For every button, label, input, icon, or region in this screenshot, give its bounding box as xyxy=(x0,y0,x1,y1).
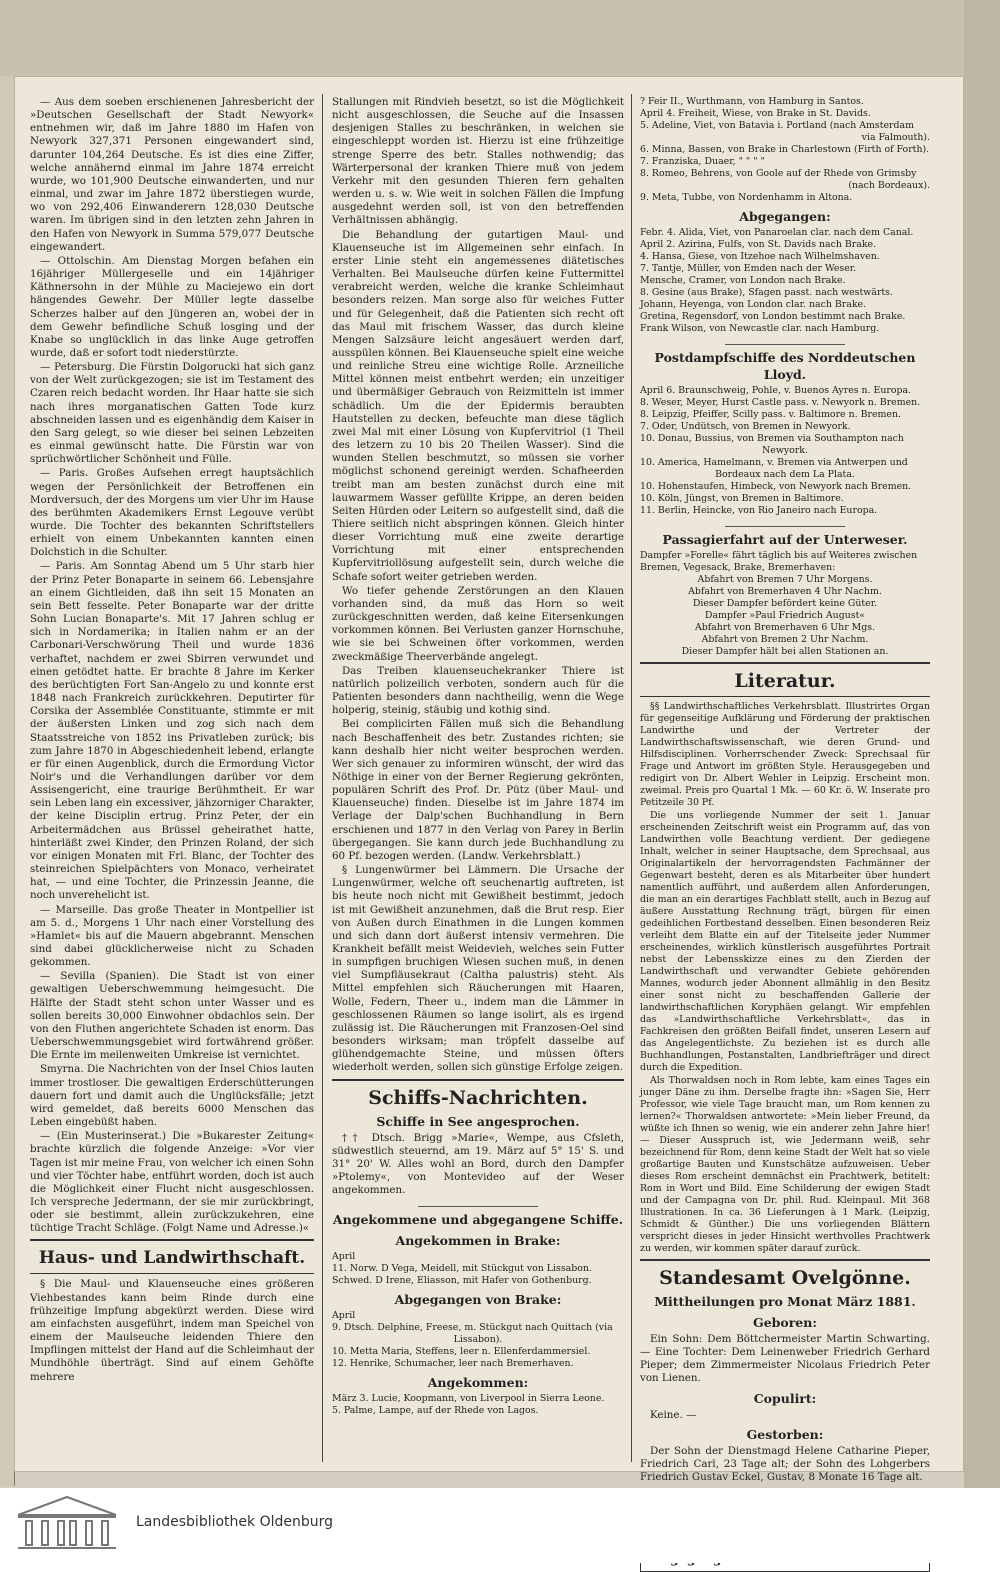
article-marseille: — Marseille. Das große Theater in Montpellier ist am 5. d., Morgens 1 Uhr nach einer Vorstellung des »Hamlet« bis auf die Mauern abgebrannt. Menschen sind dabei glücklicherweise nicht zu Schaden gekommen. xyxy=(30,903,314,969)
ship-list-item: 7. Franziska, Duaer, " " " " xyxy=(640,156,765,167)
article-treiben: Das Treiben klauenseuchekranker Thiere ist natürlich polizeilich verboten, sondern auch für die Patienten besonders dann nachtheilig, wenn die Wege holperig, steinig, stäubig und kothig sind. xyxy=(332,664,624,717)
column-rule xyxy=(631,94,632,1462)
page-right-edge xyxy=(964,0,1000,1488)
ship-list-item: Dieser Dampfer befördert keine Güter. xyxy=(692,598,878,609)
article-brigg-marie: †† Dtsch. Brigg »Marie«, Wempe, aus Cfsleth, südwestlich steuernd, am 19. März auf 5° 15' S. und 31° 20' W. Alles wohl an Bord, durch den Dampfer »Ptolemy«, von Montevideo auf der Weser angekommen. xyxy=(332,1131,624,1197)
column-1 xyxy=(30,96,314,1468)
ship-list-item: 10. Donau, Bussius, von Bremen via Southampton nach xyxy=(640,433,904,444)
subtitle-brake-out: Abgegangen von Brake: xyxy=(394,1292,562,1308)
ship-list-item: Frank Wilson, von Newcastle clar. nach Hamburg. xyxy=(640,323,880,334)
subtitle-brake-in: Angekommen in Brake: xyxy=(395,1233,561,1249)
article-newyork: — Aus dem soeben erschienenen Jahresbericht der »Deutschen Gesellschaft der Stadt Newyork« entnehmen wir, daß im Jahre 1880 im Hafen von Newyork 327,371 Personen eingewandert sind, darunter 104,264 Deutsche. Es ist dies eine Ziffer, welche annähernd einmal im Jahre 1874 erreicht wurde, wo 101,900 Deutsche einwanderten, und nur einmal, und zwar im Jahre 1872 überstiegen wurde, wo von 292,406 Einwanderern 128,030 Deutsche waren. Im übrigen sind in den letzten zehn Jahren in den Hafen von Newyork in Summa 579,077 Deutsche eingewandert. xyxy=(30,96,314,253)
ship-list-item: 8. Gesine (aus Brake), Sfagen passt. nach westwärts. xyxy=(640,287,893,298)
ship-list-item: 10. Köln, Jüngst, von Bremen in Baltimore. xyxy=(640,493,844,504)
section-title-standesamt: Standesamt Ovelgönne. xyxy=(659,1267,911,1289)
section-divider xyxy=(30,1239,314,1241)
ship-list-item: 11. Norw. D Vega, Meidell, mit Stückgut von Lissabon. xyxy=(332,1263,592,1275)
section-title-haus: Haus- und Landwirthschaft. xyxy=(38,1248,306,1269)
page-spine-shadow xyxy=(0,0,1000,78)
ship-list-item: April 6. Braunschweig, Pohle, v. Buenos Ayres n. Europa. xyxy=(640,385,912,396)
section-divider xyxy=(640,696,930,697)
article-maulseuche: § Die Maul- und Klauenseuche eines größeren Viehbestandes kann beim Rinde durch eine frühzeitige Impfung abgekürzt werden. Diese wird am einfachsten ausgeführt, indem man Speichel von einem der Maulseuche leidenden Thiere den Impflingen mittelst der Hand auf die Schleimhaut der Mundhöhle überträgt. Sind auf einem Gehöfte mehrere xyxy=(30,1278,314,1383)
ship-list-item: Dampfer »Forelle« fährt täglich bis auf Weiteres zwischen xyxy=(640,550,918,561)
ship-list-item: Abfahrt von Bremerhaven 4 Uhr Nachm. xyxy=(688,586,882,597)
ship-list-item: Lissabon). xyxy=(453,1334,503,1346)
article-smyrna: Smyrna. Die Nachrichten von der Insel Chios lauten immer trostloser. Die gewaltigen Erderschütterungen dauern fort und damit auch die Unglücksfälle; jetzt wird gemeldet, daß bereits 6000 Menschen das Leben eingebüßt haben. xyxy=(30,1063,314,1129)
subtitle-gestorben: Gestorben: xyxy=(746,1426,824,1442)
article-paris-2: — Paris. Am Sonntag Abend um 5 Uhr starb hier der Prinz Peter Bonaparte in seinem 66. Lebensjahre an einem Gichtleiden, daß ihn seit 15 Monaten an sein Bett fesselte. Peter Bonaparte war der dritte Sohn Lucian Bonaparte's. Mit 17 Jahren schlug er sich in Nordamerika; in Italien nahm er an der Carbonari-Verschwörung Theil und wurde 1836 verhaftet, nachdem er zwei Sbirren verwundet und einen getödtet hatte. Er brachte 8 Jahre im Kerker des berüchtigten Fort San-Angelo zu und konnte erst 1848 nach Frankreich zurückkehren. Deputirter für Corsika der Assemblée Constituante, stimmte er mit der äußersten Linken und zog sich nach dem Staatsstreiche von 1852 ins Privatleben zurück; bis zum Jahre 1870 in Abgeschiedenheit lebend, erlangte er für einen Augenblick, durch die Ermordung Victor Noir's und die Verhandlungen darüber vor dem Assisengericht, eine traurige Berühmtheit. Er war sein Leben lang ein excessiver, jähzorniger Charakter, der keine Disciplin ertrug. Prinz Peter, der ein Arbeitermädchen aus Brüssel geheirathet hatte, hinterläßt zwei Kinder, den Prinzen Roland, der sich vor einigen Monaten mit Frl. Blanc, der Tochter des steinreichen Spielpächters von Monaco, verheiratet hat, — und eine Tochter, die Prinzessin Jeanne, die noch unverehelicht ist. xyxy=(30,560,314,902)
ship-list-unterweser xyxy=(640,550,930,658)
article-verkehrsblatt: §§ Landwirthschaftliches Verkehrsblatt. Illustrirtes Organ für gegenseitige Aufklärung und Förderung der praktischen Landwirthe und der Vertreter der Landwirthschaftswissenschaft, wie deren Grund- und Hilfsdisciplinen. Vorherrschender Zweck: Sprechsaal für Frage und Antwort im größten Style. Herausgegeben und redigirt von Dr. Albert Wehler in Leipzig. Erscheint mon. zweimal. Preis pro Quartal 1 Mk. — 60 Kr. ö. W. Inserate pro Petitzeile 30 Pf. xyxy=(640,701,930,808)
ship-list-item: 6. Minna, Bassen, von Brake in Charlestown (Firth of Forth). xyxy=(640,144,930,155)
ship-list-item: Abfahrt von Bremen 7 Uhr Morgens. xyxy=(697,574,873,585)
article-thorwaldsen: Als Thorwaldsen noch in Rom lebte, kam eines Tages ein junger Däne zu ihm. Derselbe fragte ihn: »Sagen Sie, Herr Professor, wie viele Tage braucht man, um Rom kennen zu lernen?« Thorwaldsen antwortete: »Mein lieber Freund, da wüßte ich Ihnen so wenig, wie ein anderer zehn Jahre hier! — Dieser Ausspruch ist, wie Jedermann weiß, sehr bezeichnend für Rom, denn keine Stadt der Welt hat so viele großartige Bauten und Kunstschätze aufzuweisen. Ueber dieses Rom erscheint demnächst ein Prachtwerk, betitelt: Rom in Wort und Bild. Eine Schilderung der ewigen Stadt und der Campagna von Dr. phil. Rud. Kleinpaul. Mit 368 Illustrationen. In ca. 36 Lieferungen à 1 Mark. (Leipzig, Schmidt & Günther.) Die uns vorliegenden Blättern verspricht dieses in jeder Hinsicht werthvolles Prachtwerk zu werden, wir kommen später darauf zurück. xyxy=(640,1075,930,1254)
library-building-icon xyxy=(14,1495,120,1553)
newspaper-page xyxy=(14,76,964,1484)
ship-list-item: 9. Dtsch. Delphine, Freese, m. Stückgut nach Quittach (via xyxy=(332,1322,613,1334)
register-geboren: Ein Sohn: Dem Böttchermeister Martin Schwarting. — Eine Tochter: Dem Leinenweber Friedrich Gerhard Pieper; dem Zimmermeister Nicolaus Friedrich Peter von Lienen. xyxy=(640,1333,930,1385)
ship-list-item: April 2. Azirina, Fulfs, von St. Davids nach Brake. xyxy=(640,239,877,250)
subtitle-copulirt: Copulirt: xyxy=(753,1390,817,1406)
column-2 xyxy=(332,96,624,1468)
ship-list-item: 8. Weser, Meyer, Hurst Castle pass. v. Newyork n. Bremen. xyxy=(640,397,921,408)
ship-list-item: April xyxy=(332,1310,356,1322)
ship-list-item: Abfahrt von Bremerhaven 6 Uhr Mgs. xyxy=(694,622,876,633)
previous-page-edge xyxy=(0,76,15,1486)
subtitle-lloyd: Postdampfschiffe des Norddeutschen Lloyd. xyxy=(654,350,916,382)
article-verkehrsblatt-review: Die uns vorliegende Nummer der seit 1. Januar erscheinenden Zeitschrift weist ein Programm auf, das von Landwirthen volle Beachtung verdient. Der gediegene Inhalt, welcher in seiner Hauptsache, dem Sprechsaal, aus Originalartikeln der hervorragendsten Fachmänner der Gegenwart besteht, deren es als Mitarbeiter über hundert namentlich aufführt, und außerdem allen Anforderungen, die man an ein derartiges Fachblatt stellt, auch in Bezug auf äußere Ausstattung Rechnung trägt, bürgen für einen gedeihlichen Fortbestand desselben. Einen besonderen Reiz verleiht dem Blatte ein auf der Titelseite jeder Nummer erscheinendes, wirklich künstlerisch ausgeführtes Portrait nebst der Lebensskizze eines zu den Zierden der Landwirthschaft und verwandter Gebiete gehörenden Mannes, wodurch jeder Abonnent allmählig in den Besitz einer sonst nicht zu beschaffenden Gallerie der landwirthschaftlichen Koryphäen gelangt. Wir empfehlen das »Landwirthschaftliche Verkehrsblatt«, das in Fachkreisen den größten Beifall findet, unseren Lesern auf das Angelegentlichste. Zu beziehen ist es durch alle Buchhandlungen, Postanstalten, Landbriefträger und direct durch die Expedition. xyxy=(640,810,930,1073)
article-petersburg: — Petersburg. Die Fürstin Dolgorucki hat sich ganz von der Welt zurückgezogen; sie ist im Testament des Czaren reich bedacht worden. Ihr Haar hatte sie sich nach ihres morganatischen Gatten Tode kurz abschneiden lassen und es eigenhändig dem Kaiser in den Sarg gelegt, so wie dieser bei seinen Lebzeiten es einmal gewünscht hatte. Die Fürstin war von sprüchwörtlicher Schönheit und Fülle. xyxy=(30,361,314,466)
ship-list-item: 12. Henrike, Schumacher, leer nach Bremerhaven. xyxy=(332,1358,574,1370)
subtitle-maerz: Mittheilungen pro Monat März 1881. xyxy=(654,1294,916,1309)
ship-list-item: Dieser Dampfer hält bei allen Stationen an. xyxy=(681,646,889,657)
article-ottolschin: — Ottolschin. Am Dienstag Morgen befahen ein 16jähriger Müllergeselle und ein 14jähriger Käthnersohn in der Mühle zu Maciejewo ein dort hängendes Gewehr. Der Müller legte dasselbe Scherzes halber auf den Jüngeren an, wobei der in dem Gewehr befindliche Schuß losging und der Knabe so unglücklich in das linke Auge getroffen wurde, daß er sofort todt niederstürzte. xyxy=(30,254,314,359)
ship-list-item: 8. Leipzig, Pfeiffer, Scilly pass. v. Baltimore n. Bremen. xyxy=(640,409,901,420)
section-divider xyxy=(332,1079,624,1081)
ship-list-departed xyxy=(640,227,930,335)
subtitle-angekommen: Angekommen: xyxy=(427,1375,529,1391)
ship-list-item: Dampfer »Paul Friedrich August« xyxy=(704,610,866,621)
article-behandlung: Die Behandlung der gutartigen Maul- und Klauenseuche ist im Allgemeinen sehr einfach. In erster Linie steht ein angemessenes diätetisches Verhalten. Bei Maulseuche dürfen keine Futtermittel verabreicht werden, welche die kranke Schleimhaut besonders reizen. Man sorge also für weiches Futter und für Gelegenheit, daß die Patienten sich recht oft das Maul mit frischem Wasser, das durch kleine Mengen Salzsäure leicht angesäuert werden darf, ausspülen können. Bei Klauenseuche spielt eine weiche und reinliche Streu eine wichtige Rolle. Arzneiliche Mittel können meist entbehrt werden; ein unzeitiger und übermäßiger Gebrauch von Reizmitteln ist immer schädlich. Um die der Epidermis beraubten Hautstellen zu decken, befeuchte man diese täglich zwei Mal mit einer Lösung von Kupfervitriol (1 Theil des letzern zu 10 bis 20 Theilen Wasser). Sind die wunden Stellen beschmutzt, so müssen sie vorher möglichst schonend gereinigt werden. Schafheerden treibt man am besten zunächst durch eine mit lauwarmem Wasser gefüllte Krippe, an deren beiden Seiten Hürden oder Leitern so aufgestellt sind, daß die Thiere seitlich nicht abspringen können. Gleich hinter dieser Vorrichtung muß eine zweite derartige Vorrichtung mit einer entsprechenden Kupfervitriollösung aufgestellt sein, durch welche die Schafe sofort weiter getrieben werden. xyxy=(332,228,624,583)
ship-list-item: (nach Bordeaux). xyxy=(848,180,930,191)
ship-list-item: 8. Romeo, Behrens, von Goole auf der Rhede von Grimsby xyxy=(640,168,917,179)
register-copulirt: Keine. — xyxy=(650,1408,697,1421)
ship-list-item: Johann, Heyenga, von London clar. nach Brake. xyxy=(640,299,867,310)
article-complicirt: Bei complicirten Fällen muß sich die Behandlung nach Beschaffenheit des betr. Zustandes richten; sie kann deshalb hier nicht weiter besprochen werden. Wer sich genauer zu informiren wünscht, der wird das Nöthige in einer von der Berner Regierung gekrönten, populären Schrift des Prof. Dr. Pütz (über Maul- und Klauenseuche) finden. Dieselbe ist im Jahre 1874 im Verlage der Dalp'schen Buchhandlung in Bern erschienen und 1877 in den Verlag von Parey in Berlin übergegangen. Sie kann durch jede Buchhandlung zu 60 Pf. bezogen werden. (Landw. Verkehrsblatt.) xyxy=(332,718,624,862)
ship-list-item: Mensche, Cramer, von London nach Brake. xyxy=(640,275,846,286)
ship-list-item: Schwed. D Irene, Eliasson, mit Hafer von Gothenburg. xyxy=(332,1275,592,1287)
article-paris-1: — Paris. Großes Aufsehen erregt hauptsächlich wegen der Persönlichkeit der Betroffenen ein Mordversuch, der des Morgens um vier Uhr im Hause des berühmten Akademikers Ernst Legouve verübt wurde. Die Tochter des bekannten Schriftstellers erhielt von einem Unbekannten kannten einen Dolchstich in die Schulter. xyxy=(30,467,314,559)
ship-list-item: Abfahrt von Bremen 2 Uhr Nachm. xyxy=(701,634,869,645)
ship-list-item: 5. Adeline, Viet, von Batavia i. Portland (nach Amsterdam xyxy=(640,120,915,131)
article-lungenwuermer: § Lungenwürmer bei Lämmern. Die Ursache der Lungenwürmer, welche oft seuchenartig auftreten, ist bis heute noch nicht mit Gewißheit bestimmt, jedoch ist mit Gewißheit anzunehmen, daß die Brut resp. Eier von Außen durch Einathmen in die Lungen kommen und sich dann dort äußerst intensiv vermehren. Die Krankheit befällt meist Weidevieh, welches sein Futter in sumpfigen bruchigen Wiesen suchen muß, in denen viel Sumpfläusekraut (Caltha palustris) steht. Als Mittel empfehlen sich Räucherungen mit Haaren, Wolle, Federn, Theer u., indem man die Lämmer in geschlossenen Räumen so lange isolirt, als es irgend zulässig ist. Die Räucherungen mit Franzosen-Oel sind besonders wirksam; man tröpfelt dasselbe auf glühendgemachte Steine, und müssen öfters wiederholt werden, sollen sich günstige Erfolge zeigen. xyxy=(332,864,624,1074)
subtitle-unterweser: Passagierfahrt auf der Unterweser. xyxy=(662,532,908,547)
ship-list-item: 10. Metta Maria, Steffens, leer n. Ellenferdammersiel. xyxy=(332,1346,591,1358)
ship-list-lloyd xyxy=(640,385,930,517)
ship-list-arrivals xyxy=(640,96,930,204)
ship-list-item: 11. Berlin, Heincke, von Rio Janeiro nach Europa. xyxy=(640,505,878,516)
article-sevilla: — Sevilla (Spanien). Die Stadt ist von einer gewaltigen Ueberschwemmung heimgesucht. Die Hälfte der Stadt steht schon unter Wasser und es sollen bereits 30,000 Einwohner obdachlos sein. Der von den Fluthen angerichtete Schaden ist enorm. Das Ueberschwemmungsgebiet wird fortwährend größer. Die Ernte im meilenweiten Umkreise ist vernichtet. xyxy=(30,970,314,1062)
ship-list-brake-in xyxy=(332,1251,624,1287)
ship-list-item: Febr. 4. Alida, Viet, von Panaroelan clar. nach dem Canal. xyxy=(640,227,914,238)
ship-list-item: April 4. Freiheit, Wiese, von Brake in St. Davids. xyxy=(640,108,871,119)
section-title-literatur: Literatur. xyxy=(734,670,836,692)
ship-list-item: 10. Hohenstaufen, Himbeck, von Newyork nach Bremen. xyxy=(640,481,912,492)
ship-list-item: Bordeaux nach dem La Plata. xyxy=(715,469,855,480)
register-gestorben: Der Sohn der Dienstmagd Helene Catharine Pieper, Friedrich Carl, 23 Tage alt; der Sohn des Lohgerbers Friedrich Gustav Eckel, Gustav, 8 Monate 16 Tage alt. xyxy=(640,1444,930,1484)
ship-list-item: 9. Meta, Tubbe, von Nordenhamm in Altona. xyxy=(640,192,853,203)
ship-list-item: 4. Hansa, Giese, von Itzehoe nach Wilhelmshaven. xyxy=(640,251,880,262)
section-title-schiffs: Schiffs-Nachrichten. xyxy=(368,1086,588,1109)
ship-list-item: ? Feir II., Wurthmann, von Hamburg in Santos. xyxy=(640,96,864,107)
ship-list-item: Newyork. xyxy=(762,445,808,456)
ornament-rule xyxy=(725,520,845,527)
ship-list-item: 7. Tantje, Müller, von Emden nach der Weser. xyxy=(640,263,857,274)
article-musterinserat: — (Ein Musterinserat.) Die »Bukarester Zeitung« brachte kürzlich die folgende Anzeige: »Vor vier Tagen ist mir meine Frau, von welcher ich einen Sohn und vier Töchter habe, entführt worden, doch ist auch die Möglichkeit einer Flucht nicht ausgeschlossen. Ich verspreche Jedermann, der sie mir zurückbringt, oder sie bestimmt, allein zurückzukehren, eine tüchtige Tracht Schläge. (Folgt Name und Adresse.)« xyxy=(30,1130,314,1235)
ship-list-item: via Falmouth). xyxy=(861,132,930,143)
ship-list-item: 7. Oder, Undütsch, von Bremen in Newyork. xyxy=(640,421,851,432)
subtitle-abgegangen: Abgegangen: xyxy=(739,209,831,224)
ship-list-item: Gretina, Regensdorf, von London bestimmt nach Brake. xyxy=(640,311,906,322)
column-3 xyxy=(640,96,930,1484)
section-divider xyxy=(30,1273,314,1274)
ship-list-item: 5. Palme, Lampe, auf der Rhede von Lagos. xyxy=(332,1405,539,1417)
subtitle-geboren: Geboren: xyxy=(753,1315,817,1330)
section-divider xyxy=(640,662,930,664)
ornament-rule xyxy=(418,1200,538,1207)
ship-list-item: 10. America, Hamelmann, v. Bremen via Antwerpen und xyxy=(640,457,908,468)
ship-list-arrived xyxy=(332,1393,624,1417)
article-klauen: Wo tiefer gehende Zerstörungen an den Klauen vorhanden sind, da muß das Horn so weit zurückgeschnitten werden, daß keine Eitersenkungen vorkommen können. Bei Verlusten ganzer Hornschuhe, wie sie bei Schweinen öfter vorkommen, werden zweckmäßige Theerverbände angelegt. xyxy=(332,584,624,663)
ornament-rule xyxy=(725,338,845,345)
subtitle-angesprochen: Schiffe in See angesprochen. xyxy=(376,1113,580,1129)
column-rule xyxy=(322,94,323,1462)
subtitle-angekommene: Angekommene und abgegangene Schiffe. xyxy=(332,1212,624,1228)
ship-list-item: Bremen, Vegesack, Brake, Bremerhaven: xyxy=(640,562,836,573)
article-maulseuche-cont: Stallungen mit Rindvieh besetzt, so ist die Möglichkeit nicht ausgeschlossen, die Seuche auf die Insassen desjenigen Stalles zu beschränken, in welchen sie eingeschleppt worden ist. Hierzu ist eine frühzeitige strenge Sperre des betr. Stalles nothwendig; das Wärterpersonal der kranken Thiere muß von jedem Verkehr mit den gesunden Thieren fern gehalten werden u. s. w. Wie weit in solchen Fällen die Impfung ausgedehnt werden soll, ist von den betreffenden Verhältnissen abhängig. xyxy=(332,96,624,227)
ship-list-item: März 3. Lucie, Koopmann, von Liverpool in Sierra Leone. xyxy=(332,1393,605,1405)
section-divider xyxy=(640,1259,930,1261)
ship-list-item: April xyxy=(332,1251,356,1263)
footer-bar xyxy=(0,1488,1000,1563)
library-name: Landesbibliothek Oldenburg xyxy=(136,1514,334,1530)
ship-list-brake-out xyxy=(332,1310,624,1370)
